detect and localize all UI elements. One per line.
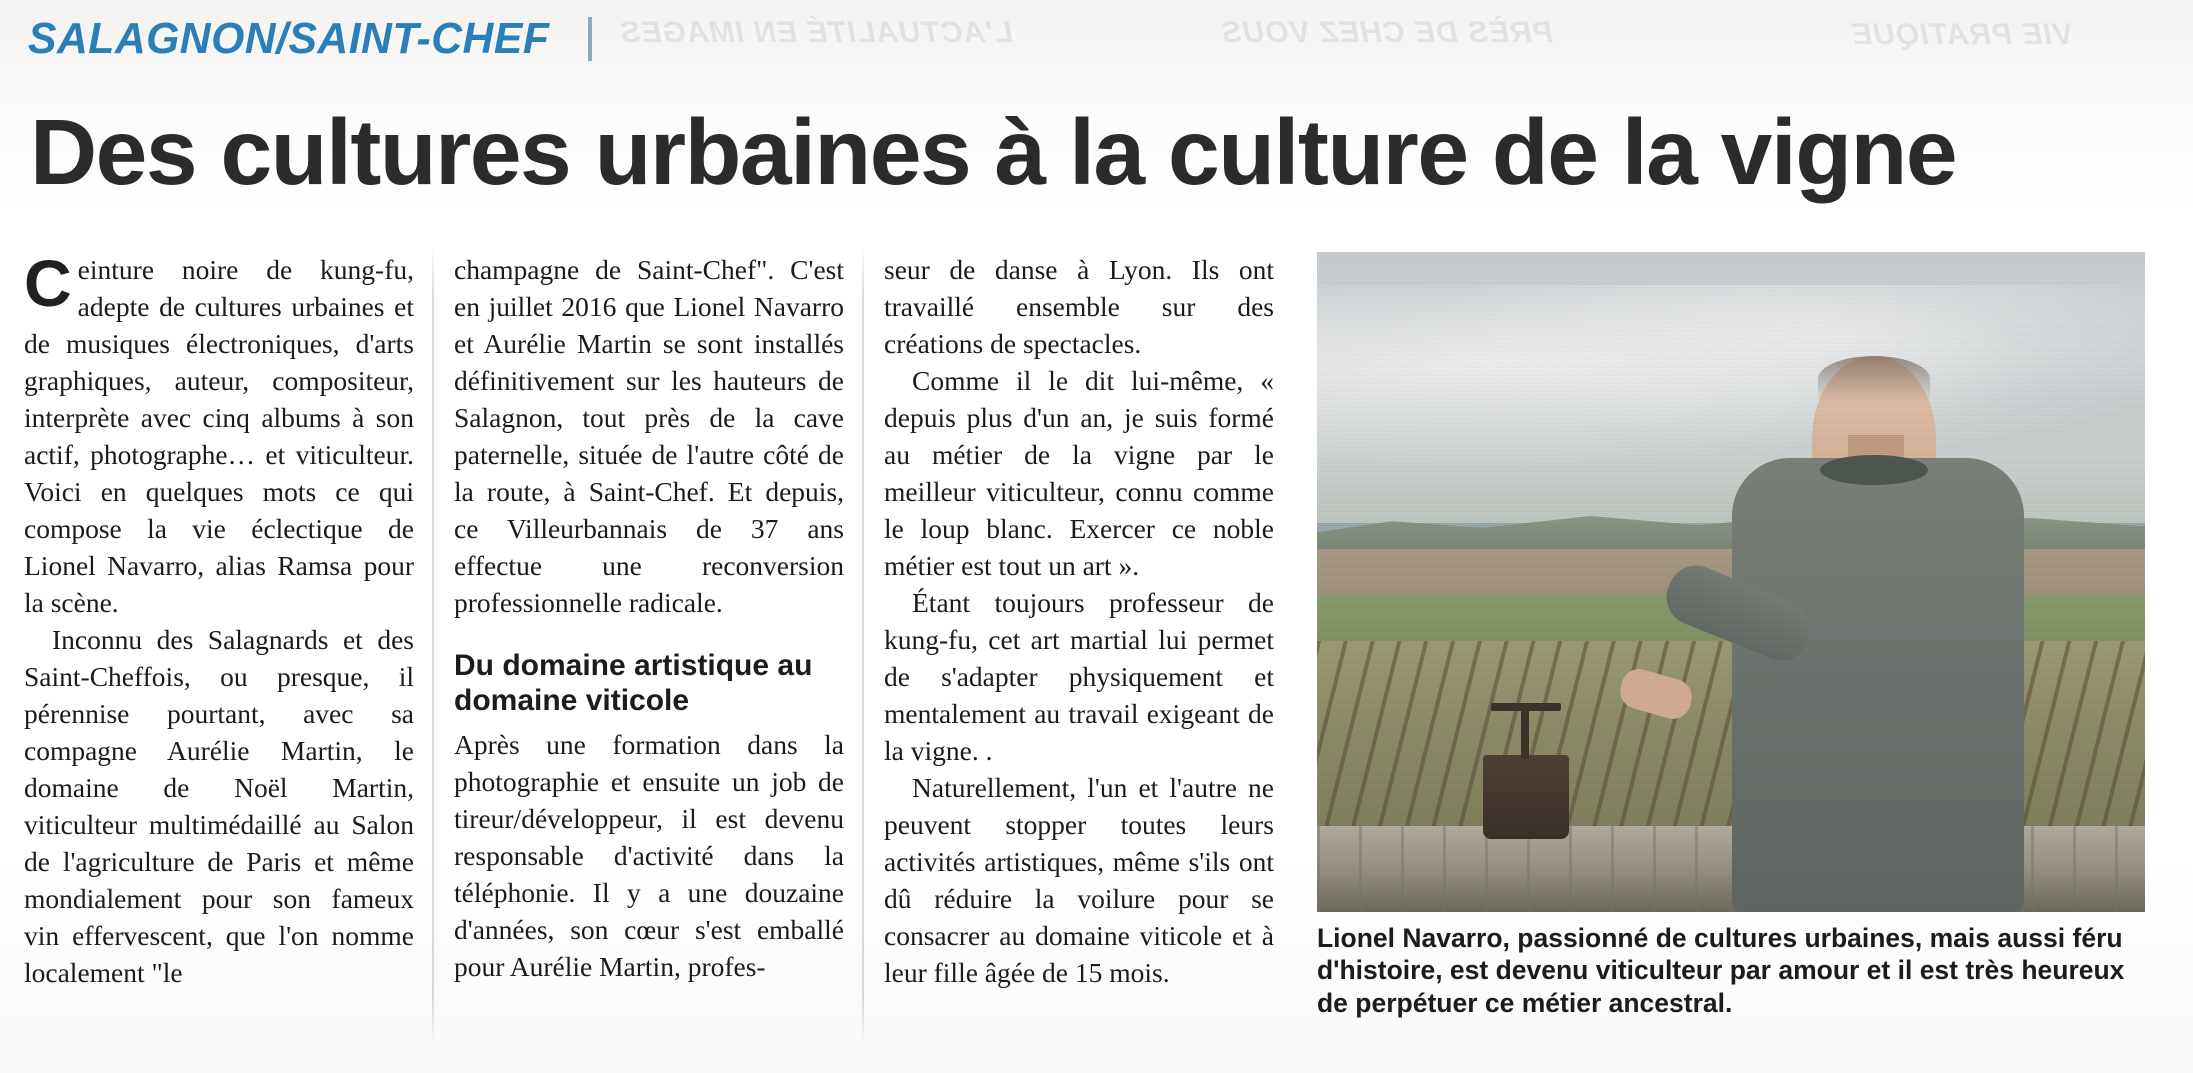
bleed-line-1: VIE PRATIQUE bbox=[1851, 18, 2073, 51]
article-photo bbox=[1317, 252, 2145, 912]
paragraph bbox=[884, 585, 1274, 770]
article-subheading: Du domaine artistique au domaine viticole bbox=[454, 648, 813, 718]
drop-cap: C bbox=[24, 246, 72, 320]
paragraph-text: Après une formation dans la photographie et ensuite un job de tireur/développeur, il est devenu responsable d'activité dans la téléphonie. Il y a une douzaine d'années, son cœur s'est emballé pour Aurélie Martin, profes- bbox=[454, 728, 844, 982]
paragraph-text: champagne de Saint-Chef". C'est en juillet 2016 que Lionel Navarro et Aurélie Martin se sont installés définitivement sur les hauteurs de Salagnon, tout près de la cave paternelle, située de l'autre côté de la route, à Saint-Chef. Et depuis, ce Villeurbannais de 37 ans effectue une reconversion professionnelle radicale. bbox=[454, 254, 844, 618]
bleed-line-2: PRÈS DE CHEZ VOUS bbox=[1220, 16, 1553, 49]
paragraph-text: einture noire de kung-fu, adepte de cultures urbaines et de musiques électroniques, d'arts graphiques, auteur, compositeur, interprète avec cinq albums à son actif, photographe… et viticulteur. Voici en quelques mots ce qui compose la vie éclectique de Lionel Navarro, alias Ramsa pour la scène. bbox=[24, 254, 414, 618]
paragraph bbox=[24, 246, 414, 622]
paragraph-text: Inconnu des Salagnards et des Saint-Cheffois, ou presque, il pérennise pourtant, avec sa compagne Aurélie Martin, le domaine de Noël Martin, viticulteur multimédaillé au Salon de l'agriculture de Paris et même mondialement pour son fameux vin effervescent, que l'on nomme localement "le bbox=[24, 623, 414, 988]
article-column-3 bbox=[884, 252, 1274, 992]
column-divider-1 bbox=[432, 246, 434, 1046]
section-kicker bbox=[28, 12, 592, 66]
photo-grain-overlay bbox=[1317, 252, 2145, 912]
kicker-label: SALAGNON/SAINT-CHEF bbox=[28, 14, 550, 63]
paragraph-text: Naturellement, l'un et l'autre ne peuvent stopper toutes leurs activités artistiques, même s'ils ont dû réduire la voilure pour se consacrer au domaine viticole et à leur fille âgée de 15 mois. bbox=[884, 771, 1274, 988]
article-body bbox=[24, 246, 2174, 1052]
article-photo-block bbox=[1317, 252, 2145, 1019]
kicker-divider bbox=[588, 17, 592, 61]
paragraph bbox=[454, 727, 844, 986]
paragraph bbox=[884, 770, 1274, 992]
article-column-1 bbox=[24, 246, 414, 992]
paragraph-text: Étant toujours professeur de kung-fu, cet art martial lui permet de s'adapter physiquement et mentalement au travail exigeant de la vigne. . bbox=[884, 586, 1274, 766]
photo-caption: Lionel Navarro, passionné de cultures urbaines, mais aussi féru d'histoire, est devenu viticulteur par amour et il est très heureux de perpétuer ce métier ancestral. bbox=[1317, 923, 2125, 1018]
column-divider-2 bbox=[862, 246, 864, 1046]
paragraph-text: seur de danse à Lyon. Ils ont travaillé ensemble sur des créations de spectacles. bbox=[884, 254, 1274, 359]
paragraph bbox=[884, 252, 1274, 363]
bleed-line-3: L'ACTUALITÉ EN IMAGES bbox=[619, 16, 1013, 49]
paragraph bbox=[24, 622, 414, 992]
paragraph bbox=[884, 363, 1274, 585]
paragraph-text: Comme il le dit lui-même, « depuis plus d'un an, je suis formé au métier de la vigne par le meilleur viticulteur, connu comme le loup blanc. Exercer ce noble métier est tout un art ». bbox=[884, 364, 1274, 581]
article-column-2 bbox=[454, 252, 844, 986]
article-headline: Des cultures urbaines à la culture de la vigne bbox=[30, 100, 1957, 204]
paragraph bbox=[454, 252, 844, 622]
